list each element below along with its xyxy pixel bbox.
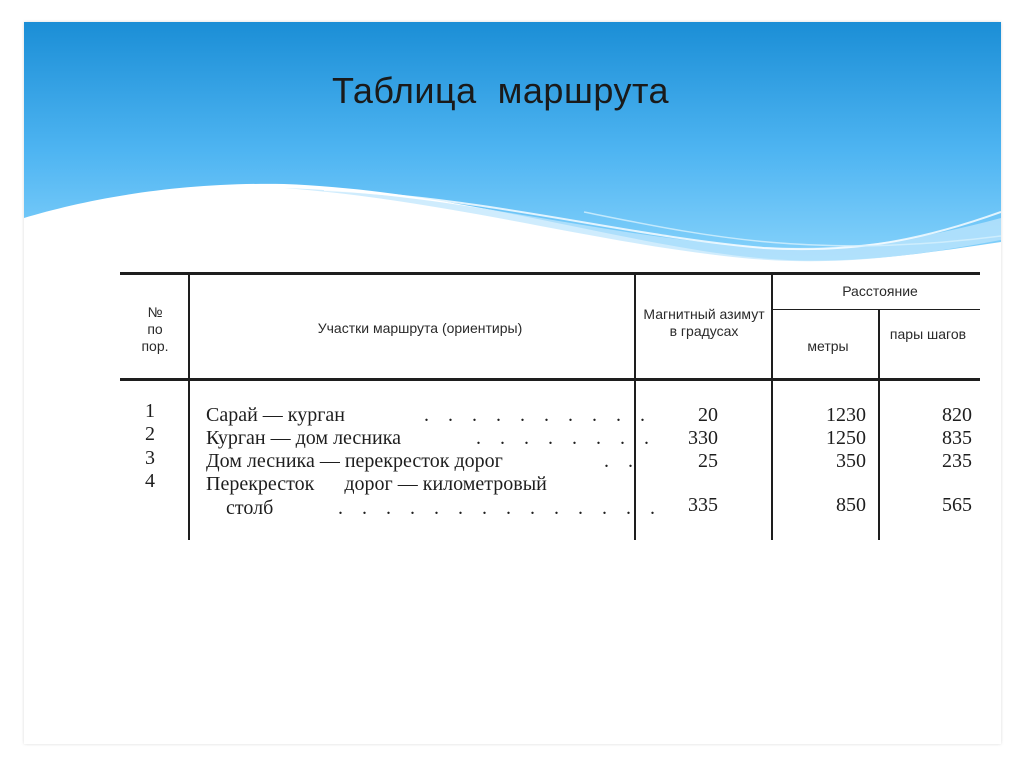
row-section: Перекресток дорог — километровый [206, 473, 547, 495]
row-number: 3 [145, 447, 155, 469]
header-distance: Расстояние [842, 283, 918, 299]
page-title: Таблица маршрута [332, 70, 670, 111]
row-azimuth: 25 [698, 450, 718, 472]
table-top-rule [120, 272, 980, 275]
row-dots: . . . . . . . . . . [424, 404, 652, 426]
row-section: Дом лесника — перекресток дорог [206, 450, 503, 472]
row-azimuth: 335 [688, 494, 718, 516]
row-azimuth: 330 [688, 427, 718, 449]
row-number: 4 [145, 470, 155, 492]
row-dots: . . [604, 450, 640, 472]
col-rule-1 [188, 274, 190, 540]
row-section: Сарай — курган [206, 404, 346, 426]
row-steps: 235 [942, 450, 972, 472]
banner-wave [24, 22, 1001, 261]
header-azimuth: Магнитный азимут в градусах [643, 306, 765, 339]
row-meters: 850 [836, 494, 866, 516]
row-dots: . . . . . . . . [476, 427, 656, 449]
route-table [120, 270, 980, 540]
row-steps: 835 [942, 427, 972, 449]
slide [24, 22, 1001, 744]
header-steps: пары шагов [889, 326, 967, 342]
row-meters: 1250 [826, 427, 866, 449]
row-meters: 1230 [826, 404, 866, 426]
banner-background [24, 22, 1001, 282]
row-dots: . . . . . . . . . . . . . . [338, 497, 662, 519]
header-bottom-rule [120, 378, 980, 381]
header-number: № по пор. [141, 304, 169, 354]
row-azimuth: 20 [698, 404, 718, 426]
header-sections: Участки маршрута (ориентиры) [317, 320, 523, 336]
row-section: Курган — дом лесника [206, 427, 401, 449]
row-meters: 350 [836, 450, 866, 472]
row-number: 2 [145, 423, 155, 445]
row-number: 1 [145, 400, 155, 422]
row-steps: 820 [942, 404, 972, 426]
row-section-continued: столб [226, 497, 274, 519]
col-rule-3 [771, 274, 773, 540]
header-meters: метры [807, 338, 849, 354]
col-rule-4 [878, 310, 880, 540]
distance-divider [772, 309, 980, 310]
row-steps: 565 [942, 494, 972, 516]
